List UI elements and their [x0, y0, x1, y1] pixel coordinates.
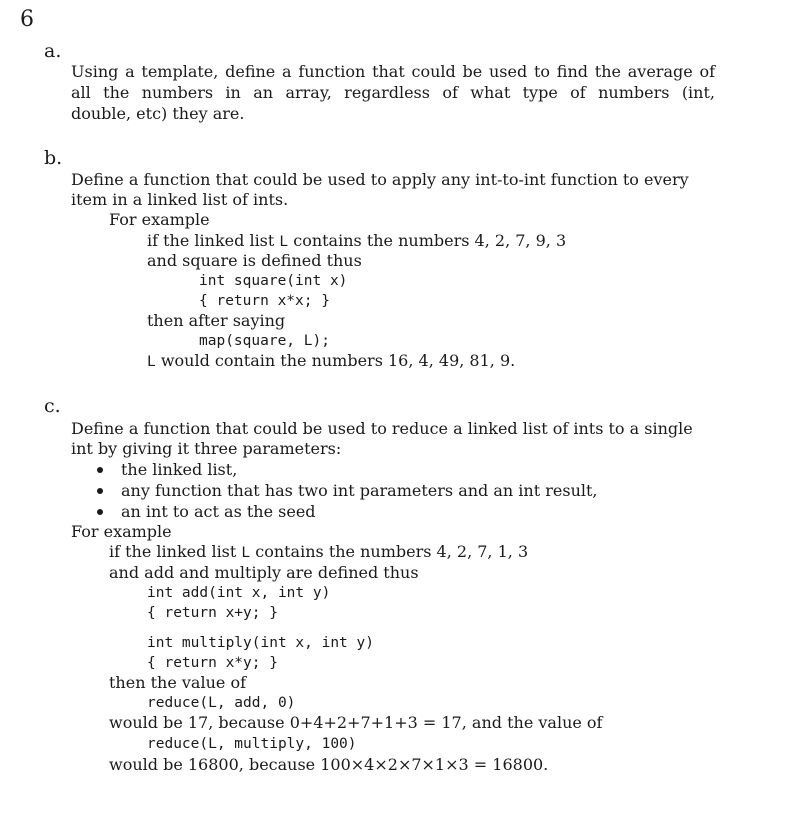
part-b-example-line-2: and square is defined thus	[147, 251, 362, 270]
part-c-intro-2: int by giving it three parameters:	[71, 439, 342, 458]
bullet-dot-2	[97, 488, 103, 494]
part-c-example-line-1: if the linked list L contains the numbers 4, 2, 7, 1, 3	[109, 542, 529, 561]
part-b-label: b.	[44, 147, 63, 169]
bullet-dot-3	[97, 509, 103, 515]
part-b-example-line-1: if the linked list L contains the numbers 4, 2, 7, 9, 3	[147, 231, 567, 250]
code-add-signature: int add(int x, int y)	[147, 585, 331, 601]
part-a-label: a.	[44, 40, 62, 62]
part-a-line-3: double, etc) they are.	[71, 104, 245, 123]
part-c-result-16800: would be 16800, because 100×4×2×7×1×3 = 16800.	[109, 755, 549, 774]
part-b-intro-2: item in a linked list of ints.	[71, 190, 289, 209]
part-c-example-line-2: and add and multiply are defined thus	[109, 563, 419, 582]
code-reduce-multiply: reduce(L, multiply, 100)	[147, 736, 357, 752]
bullet-item-2: any function that has two int parameters and an int result,	[121, 481, 598, 500]
code-add-body: { return x+y; }	[147, 605, 278, 621]
part-a-line-2: all the numbers in an array, regardless of what type of numbers (int,	[71, 83, 715, 102]
part-b-result: L would contain the numbers 16, 4, 49, 81, 9.	[147, 351, 516, 370]
code-map-call: map(square, L);	[199, 333, 330, 349]
code-square-body: { return x*x; }	[199, 293, 330, 309]
bullet-item-3: an int to act as the seed	[121, 502, 316, 521]
part-c-result-17: would be 17, because 0+4+2+7+1+3 = 17, and the value of	[109, 713, 603, 732]
code-reduce-add: reduce(L, add, 0)	[147, 695, 296, 711]
code-square-signature: int square(int x)	[199, 273, 348, 289]
part-c-label: c.	[44, 395, 61, 417]
bullet-dot-1	[97, 467, 103, 473]
bullet-item-1: the linked list,	[121, 460, 238, 479]
part-b-intro-1: Define a function that could be used to apply any int-to-int function to every	[71, 170, 689, 189]
code-multiply-signature: int multiply(int x, int y)	[147, 635, 374, 651]
part-b-then-after: then after saying	[147, 311, 286, 330]
part-b-for-example: For example	[109, 210, 210, 229]
part-a-line-1: Using a template, define a function that could be used to find the average of	[71, 62, 715, 81]
question-number: 6	[20, 7, 34, 32]
code-multiply-body: { return x*y; }	[147, 655, 278, 671]
part-c-then-value: then the value of	[109, 673, 246, 692]
part-c-for-example: For example	[71, 522, 172, 541]
part-c-intro-1: Define a function that could be used to reduce a linked list of ints to a single	[71, 419, 693, 438]
